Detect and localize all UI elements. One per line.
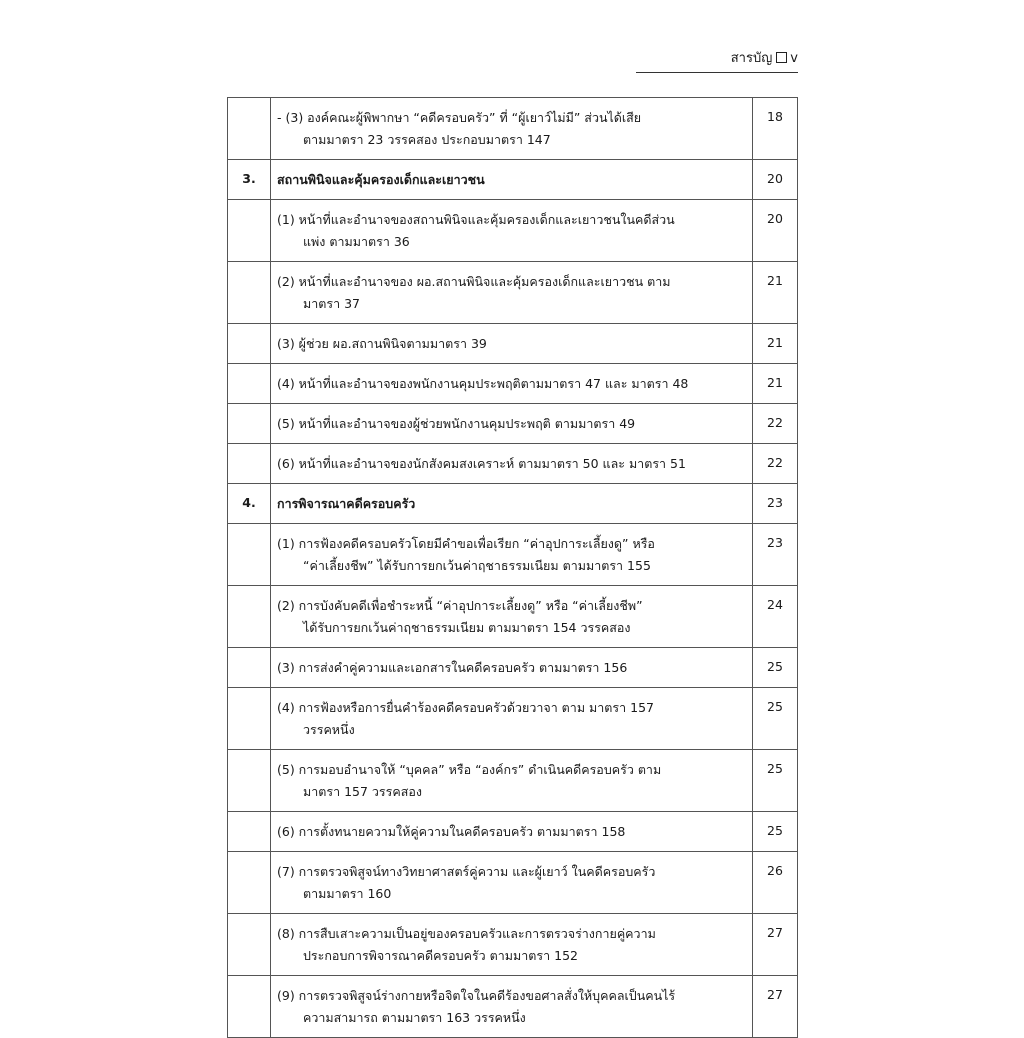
toc-entry-line-2: ตามมาตรา 160 <box>303 886 392 901</box>
toc-entry-title <box>271 98 753 160</box>
toc-page-number: 20 <box>753 160 798 200</box>
toc-entry-line-1: สถานพินิจและคุ้มครองเด็กและเยาวชน <box>277 172 485 187</box>
toc-entry-line-1: (6) หน้าที่และอำนาจของนักสังคมสงเคราะห์ ตามมาตรา 50 และ มาตรา 51 <box>277 456 686 471</box>
toc-entry-title <box>271 976 753 1038</box>
toc-entry-title <box>271 524 753 586</box>
toc-section-number <box>228 750 271 812</box>
toc-section-number <box>228 812 271 852</box>
toc-page-number: 21 <box>753 262 798 324</box>
toc-page-number: 25 <box>753 750 798 812</box>
toc-entry-line-1: (7) การตรวจพิสูจน์ทางวิทยาศาสตร์คู่ความ และผู้เยาว์ ในคดีครอบครัว <box>277 864 656 879</box>
header-title: สารบัญ <box>730 51 773 66</box>
toc-section-number <box>228 976 271 1038</box>
toc-row <box>228 914 798 976</box>
toc-entry-line-1: (1) หน้าที่และอำนาจของสถานพินิจและคุ้มครองเด็กและเยาวชนในคดีส่วน <box>277 212 675 227</box>
toc-entry-line-1: (4) หน้าที่และอำนาจของพนักงานคุมประพฤติตามมาตรา 47 และ มาตรา 48 <box>277 376 689 391</box>
toc-row <box>228 444 798 484</box>
toc-section-number <box>228 324 271 364</box>
toc-entry-title <box>271 812 753 852</box>
toc-entry-title <box>271 648 753 688</box>
toc-page-number: 27 <box>753 914 798 976</box>
toc-entry-line-1: - (3) องค์คณะผู้พิพากษา “คดีครอบครัว” ที่ “ผู้เยาว์ไม่มี” ส่วนได้เสีย <box>277 110 642 125</box>
toc-entry-line-1: (5) การมอบอำนาจให้ “บุคคล” หรือ “องค์กร” ดำเนินคดีครอบครัว ตาม <box>277 762 662 777</box>
toc-section-number <box>228 852 271 914</box>
toc-row <box>228 586 798 648</box>
toc-entry-line-1: (1) การฟ้องคดีครอบครัวโดยมีคำขอเพื่อเรียก “ค่าอุปการะเลี้ยงดู” หรือ <box>277 536 655 551</box>
toc-row <box>228 324 798 364</box>
toc-section-number <box>228 586 271 648</box>
toc-entry-title <box>271 364 753 404</box>
toc-section-number: 3. <box>228 160 271 200</box>
toc-entry-line-2: ได้รับการยกเว้นค่าฤชาธรรมเนียม ตามมาตรา 154 วรรคสอง <box>303 620 631 635</box>
toc-entry-line-1: (9) การตรวจพิสูจน์ร่างกายหรือจิตใจในคดีร้องขอศาลสั่งให้บุคคลเป็นคนไร้ <box>277 988 676 1003</box>
toc-page-number: 26 <box>753 852 798 914</box>
toc-row <box>228 812 798 852</box>
toc-section-number <box>228 262 271 324</box>
toc-entry-title <box>271 324 753 364</box>
toc-entry-line-1: (4) การฟ้องหรือการยื่นคำร้องคดีครอบครัวด้วยวาจา ตาม มาตรา 157 <box>277 700 654 715</box>
running-header <box>636 48 798 73</box>
toc-entry-line-2: “ค่าเลี้ยงชีพ” ได้รับการยกเว้นค่าฤชาธรรมเนียม ตามมาตรา 155 <box>303 558 651 573</box>
toc-section-number <box>228 524 271 586</box>
toc-row <box>228 688 798 750</box>
toc-row <box>228 976 798 1038</box>
toc-page-number: 25 <box>753 688 798 750</box>
toc-entry-line-2: มาตรา 157 วรรคสอง <box>303 784 422 799</box>
toc-section-number <box>228 200 271 262</box>
toc-entry-title <box>271 852 753 914</box>
toc-page-number: 22 <box>753 404 798 444</box>
toc-entry-line-2: แพ่ง ตามมาตรา 36 <box>303 234 410 249</box>
toc-page-number: 23 <box>753 524 798 586</box>
toc-entry-line-2: มาตรา 37 <box>303 296 360 311</box>
toc-section-number <box>228 404 271 444</box>
toc-page-number: 22 <box>753 444 798 484</box>
toc-entry-line-2: ความสามารถ ตามมาตรา 163 วรรคหนึ่ง <box>303 1010 526 1025</box>
toc-entry-title <box>271 200 753 262</box>
toc-entry-line-1: (2) หน้าที่และอำนาจของ ผอ.สถานพินิจและคุ้มครองเด็กและเยาวชน ตาม <box>277 274 671 289</box>
toc-section-number: 4. <box>228 484 271 524</box>
toc-row <box>228 98 798 160</box>
toc-section-number <box>228 914 271 976</box>
toc-page-number: 27 <box>753 976 798 1038</box>
checkbox-square-icon <box>776 52 787 63</box>
toc-section-number <box>228 688 271 750</box>
toc-entry-title <box>271 750 753 812</box>
toc-row <box>228 404 798 444</box>
toc-page-number: 25 <box>753 812 798 852</box>
toc-entry-line-1: (5) หน้าที่และอำนาจของผู้ช่วยพนักงานคุมประพฤติ ตามมาตรา 49 <box>277 416 636 431</box>
toc-row <box>228 648 798 688</box>
toc-section-number <box>228 444 271 484</box>
toc-row <box>228 200 798 262</box>
toc-entry-title <box>271 160 753 200</box>
toc-entry-line-1: (3) ผู้ช่วย ผอ.สถานพินิจตามมาตรา 39 <box>277 336 487 351</box>
toc-section-number <box>228 98 271 160</box>
toc-entry-line-2: วรรคหนึ่ง <box>303 722 355 737</box>
table-of-contents <box>227 97 798 1038</box>
header-page-number: v <box>790 51 798 66</box>
toc-row <box>228 160 798 200</box>
toc-entry-line-1: การพิจารณาคดีครอบครัว <box>277 496 416 511</box>
toc-entry-title <box>271 404 753 444</box>
toc-entry-line-2: ตามมาตรา 23 วรรคสอง ประกอบมาตรา 147 <box>303 132 551 147</box>
toc-entry-title <box>271 688 753 750</box>
toc-row <box>228 262 798 324</box>
toc-row <box>228 484 798 524</box>
toc-row <box>228 364 798 404</box>
toc-section-number <box>228 648 271 688</box>
toc-entry-title <box>271 262 753 324</box>
toc-entry-line-1: (8) การสืบเสาะความเป็นอยู่ของครอบครัวและการตรวจร่างกายคู่ความ <box>277 926 656 941</box>
toc-row <box>228 750 798 812</box>
toc-page-number: 24 <box>753 586 798 648</box>
toc-page-number: 21 <box>753 364 798 404</box>
toc-page-number: 23 <box>753 484 798 524</box>
toc-page-number: 21 <box>753 324 798 364</box>
toc-entry-title <box>271 444 753 484</box>
toc-entry-line-2: ประกอบการพิจารณาคดีครอบครัว ตามมาตรา 152 <box>303 948 578 963</box>
toc-entry-title <box>271 484 753 524</box>
toc-entry-title <box>271 586 753 648</box>
toc-entry-line-1: (6) การตั้งทนายความให้คู่ความในคดีครอบครัว ตามมาตรา 158 <box>277 824 626 839</box>
toc-page-number: 18 <box>753 98 798 160</box>
toc-row <box>228 852 798 914</box>
toc-entry-title <box>271 914 753 976</box>
toc-section-number <box>228 364 271 404</box>
toc-page-number: 25 <box>753 648 798 688</box>
toc-row <box>228 524 798 586</box>
toc-entry-line-1: (3) การส่งคำคู่ความและเอกสารในคดีครอบครัว ตามมาตรา 156 <box>277 660 628 675</box>
toc-entry-line-1: (2) การบังคับคดีเพื่อชำระหนี้ “ค่าอุปการะเลี้ยงดู” หรือ “ค่าเลี้ยงชีพ” <box>277 598 643 613</box>
toc-page-number: 20 <box>753 200 798 262</box>
